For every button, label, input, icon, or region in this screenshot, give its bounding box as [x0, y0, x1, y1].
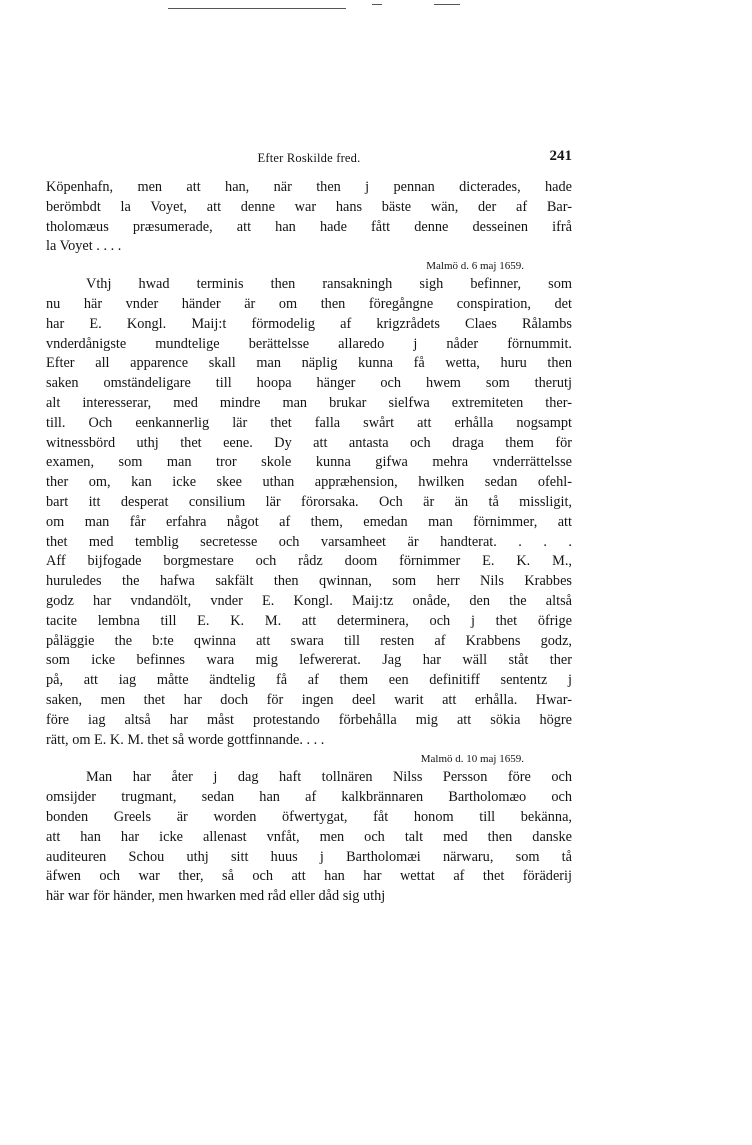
text-line: Efter all apparence skall man näplig kunna få wetta, huru then [46, 355, 572, 372]
text-line: påläggie the b:te qwinna att swara till resten af Krabbens godz, [46, 632, 572, 649]
paragraph [46, 275, 572, 750]
running-head: Efter Roskilde fred. [257, 151, 361, 165]
paragraph [46, 178, 572, 257]
text-line: Aff bijfogade borgmestare och rådz doom förnimmer E. K. M., [46, 553, 572, 570]
page-number: 241 [549, 148, 572, 164]
text-line: bonden Greels är worden öfwertygat, fåt honom till bekänna, [46, 808, 572, 825]
text-line: på, att iag måtte ändtelig få af them een definitiff sententz j [46, 672, 572, 689]
text-line: godz har vndandölt, vnder E. Kongl. Maij:tz onåde, den the altså [46, 592, 572, 609]
text-line: witnessbörd uthj thet eene. Dy att antasta och draga them för [46, 434, 572, 451]
text-line: omsijder trugmant, sedan han af kalkbrännaren Bartholomæo och [46, 789, 572, 806]
text-line: saken omständeligare till hoopa hänger och hwem som therutj [46, 375, 572, 392]
text-line: rätt, om E. K. M. thet så worde gottfinnande. . . . [46, 731, 325, 748]
text-line: examen, som man tror skole kunna gifwa mehra vnderrättelsse [46, 454, 572, 471]
text-line: om man får erfahra något af them, emedan man förnimmer, att [46, 513, 572, 530]
scan-artifact-line [168, 8, 346, 9]
text-line: vnderdånigste mundtelige berättelsse allaredo j nåder förnummit. [46, 335, 572, 352]
text-line: Man har åter j dag haft tollnären Nilss Persson före och [86, 769, 572, 786]
text-line: berömbdt la Voyet, att denne war hans bäste wän, der af Bar- [46, 198, 572, 215]
page-body [46, 178, 572, 907]
text-line: ther om, kan icke skee uthan appræhension, hwilken sedan ofehl- [46, 474, 572, 491]
text-line: som icke befinnes wara mig lefwererat. Jag har wäll ståt ther [46, 652, 572, 669]
text-line: auditeuren Schou uthj sitt huus j Bartholomæi närwaru, som tå [46, 848, 572, 865]
page-header [46, 148, 572, 170]
text-line: thet med temblig secretesse och varsamheet är handterat. . . . [46, 533, 572, 550]
dateline: Malmö d. 10 maj 1659. [420, 753, 524, 766]
text-line: saken, men thet har doch för ingen deel warit att erhålla. Hwar- [46, 691, 572, 708]
text-line: tholomæus præsumerade, att han hade fått denne desseinen ifrå [46, 218, 572, 235]
text-line: nu här vnder händer är om then föregångne conspiration, det [46, 295, 572, 312]
text-line: Vthj hwad terminis then ransakningh sigh befinner, som [86, 276, 572, 293]
text-line: la Voyet . . . . [46, 238, 122, 255]
text-line: att han har icke allenast vnfåt, men och talt med then danske [46, 828, 572, 845]
paragraph [46, 768, 572, 907]
text-line: äfwen och war ther, så och att han har wettat af thet föräderij [46, 868, 572, 885]
text-line: har E. Kongl. Maij:t förmodelig af krigzrådets Claes Rålambs [46, 315, 572, 332]
text-line: före iag altså har måst protestando förbehålla mig att sökia högre [46, 711, 572, 728]
dateline: Malmö d. 6 maj 1659. [426, 260, 524, 273]
text-line: Köpenhafn, men att han, när then j pennan dicterades, hade [46, 179, 572, 195]
text-line: till. Och eenkannerlig lär thet falla swårt att erhålla nogsampt [46, 414, 572, 431]
text-line: här war för händer, men hwarken med råd eller dåd sig uthj [46, 888, 386, 905]
text-line: bart itt desperat consilium lär förorsaka. Och är än tå missligit, [46, 493, 572, 510]
text-line: alt interesserar, med mindre man brukar sielfwa extremiteten ther- [46, 394, 572, 411]
text-line: tacite lembna till E. K. M. att determinera, och j thet öfrige [46, 612, 572, 629]
scan-artifact-line [372, 4, 382, 5]
scan-artifact-line [434, 4, 460, 5]
text-line: huruledes the hafwa sakfält then qwinnan, som herr Nils Krabbes [46, 573, 572, 590]
